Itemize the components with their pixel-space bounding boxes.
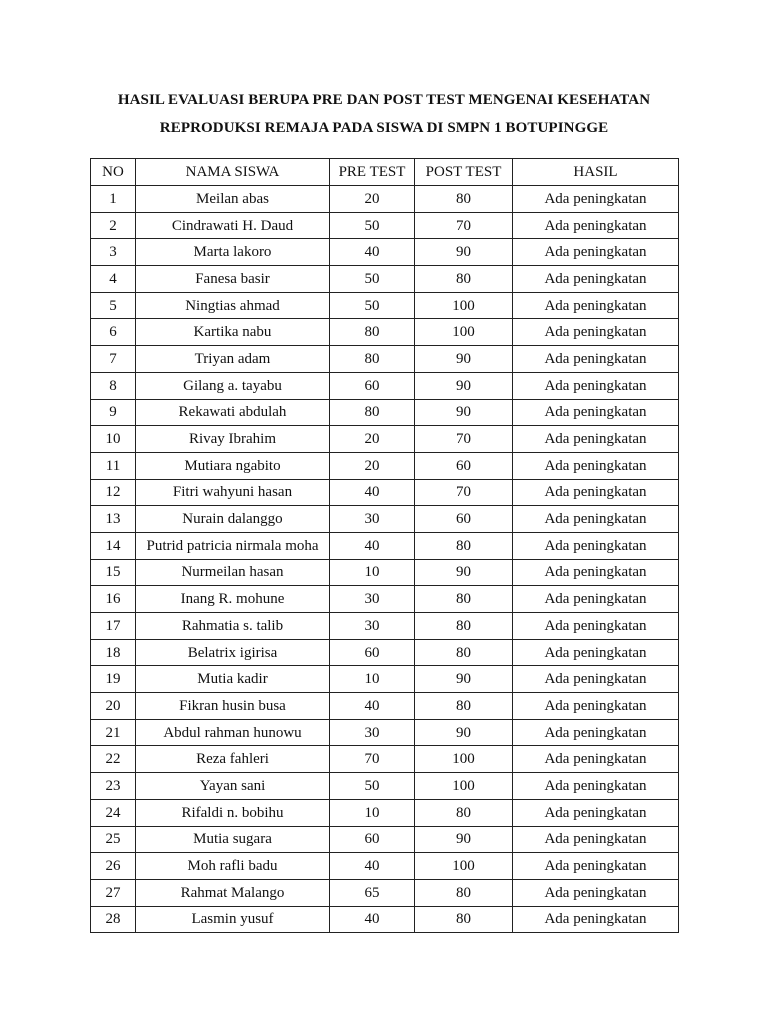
cell-post-test: 80 [415, 799, 513, 826]
cell-no: 21 [91, 719, 136, 746]
cell-hasil: Ada peningkatan [513, 239, 679, 266]
cell-no: 19 [91, 666, 136, 693]
cell-nama-siswa: Fitri wahyuni hasan [136, 479, 330, 506]
cell-post-test: 60 [415, 452, 513, 479]
cell-no: 2 [91, 212, 136, 239]
cell-hasil: Ada peningkatan [513, 773, 679, 800]
cell-pre-test: 80 [330, 399, 415, 426]
cell-post-test: 90 [415, 399, 513, 426]
cell-pre-test: 20 [330, 186, 415, 213]
cell-pre-test: 50 [330, 266, 415, 293]
cell-post-test: 80 [415, 639, 513, 666]
cell-nama-siswa: Gilang a. tayabu [136, 372, 330, 399]
cell-hasil: Ada peningkatan [513, 532, 679, 559]
table-row [91, 613, 679, 640]
cell-post-test: 80 [415, 586, 513, 613]
cell-no: 17 [91, 613, 136, 640]
header-post-test: POST TEST [415, 159, 513, 186]
table-header-row [91, 159, 679, 186]
cell-hasil: Ada peningkatan [513, 719, 679, 746]
cell-pre-test: 50 [330, 292, 415, 319]
cell-hasil: Ada peningkatan [513, 586, 679, 613]
cell-post-test: 100 [415, 773, 513, 800]
cell-hasil: Ada peningkatan [513, 212, 679, 239]
cell-hasil: Ada peningkatan [513, 479, 679, 506]
cell-no: 18 [91, 639, 136, 666]
cell-post-test: 70 [415, 426, 513, 453]
cell-nama-siswa: Fanesa basir [136, 266, 330, 293]
cell-nama-siswa: Rivay Ibrahim [136, 426, 330, 453]
cell-nama-siswa: Rahmatia s. talib [136, 613, 330, 640]
table-row [91, 372, 679, 399]
cell-pre-test: 40 [330, 853, 415, 880]
table-row [91, 292, 679, 319]
cell-hasil: Ada peningkatan [513, 879, 679, 906]
cell-no: 14 [91, 532, 136, 559]
cell-pre-test: 40 [330, 906, 415, 933]
cell-no: 24 [91, 799, 136, 826]
cell-nama-siswa: Triyan adam [136, 346, 330, 373]
cell-pre-test: 60 [330, 826, 415, 853]
cell-post-test: 80 [415, 693, 513, 720]
cell-pre-test: 60 [330, 639, 415, 666]
table-row [91, 826, 679, 853]
cell-pre-test: 70 [330, 746, 415, 773]
cell-no: 27 [91, 879, 136, 906]
cell-pre-test: 20 [330, 426, 415, 453]
cell-nama-siswa: Belatrix igirisa [136, 639, 330, 666]
cell-no: 26 [91, 853, 136, 880]
cell-no: 7 [91, 346, 136, 373]
cell-no: 22 [91, 746, 136, 773]
cell-pre-test: 65 [330, 879, 415, 906]
cell-nama-siswa: Inang R. mohune [136, 586, 330, 613]
table-row [91, 319, 679, 346]
cell-no: 25 [91, 826, 136, 853]
cell-nama-siswa: Reza fahleri [136, 746, 330, 773]
cell-hasil: Ada peningkatan [513, 346, 679, 373]
cell-nama-siswa: Moh rafli badu [136, 853, 330, 880]
cell-pre-test: 50 [330, 212, 415, 239]
cell-post-test: 70 [415, 479, 513, 506]
table-row [91, 399, 679, 426]
table-row [91, 666, 679, 693]
cell-no: 13 [91, 506, 136, 533]
cell-hasil: Ada peningkatan [513, 853, 679, 880]
table-row [91, 559, 679, 586]
cell-nama-siswa: Nurain dalanggo [136, 506, 330, 533]
table-row [91, 773, 679, 800]
cell-hasil: Ada peningkatan [513, 559, 679, 586]
cell-post-test: 80 [415, 906, 513, 933]
cell-hasil: Ada peningkatan [513, 639, 679, 666]
cell-post-test: 100 [415, 319, 513, 346]
cell-pre-test: 30 [330, 613, 415, 640]
cell-post-test: 80 [415, 186, 513, 213]
cell-hasil: Ada peningkatan [513, 799, 679, 826]
cell-no: 1 [91, 186, 136, 213]
document-title-line-2: REPRODUKSI REMAJA PADA SISWA DI SMPN 1 BOTUPINGGE [159, 120, 609, 136]
cell-no: 9 [91, 399, 136, 426]
cell-pre-test: 30 [330, 506, 415, 533]
cell-post-test: 90 [415, 346, 513, 373]
cell-no: 16 [91, 586, 136, 613]
cell-post-test: 60 [415, 506, 513, 533]
table-row [91, 746, 679, 773]
cell-hasil: Ada peningkatan [513, 826, 679, 853]
table-row [91, 532, 679, 559]
cell-nama-siswa: Mutiara ngabito [136, 452, 330, 479]
cell-nama-siswa: Lasmin yusuf [136, 906, 330, 933]
cell-nama-siswa: Fikran husin busa [136, 693, 330, 720]
table-row [91, 186, 679, 213]
cell-post-test: 100 [415, 853, 513, 880]
cell-pre-test: 50 [330, 773, 415, 800]
table-row [91, 853, 679, 880]
document-title-line-1: HASIL EVALUASI BERUPA PRE DAN POST TEST MENGENAI KESEHATAN [117, 92, 651, 108]
cell-post-test: 90 [415, 372, 513, 399]
table-row [91, 479, 679, 506]
table-row [91, 452, 679, 479]
cell-pre-test: 60 [330, 372, 415, 399]
cell-hasil: Ada peningkatan [513, 372, 679, 399]
header-no: NO [91, 159, 136, 186]
cell-pre-test: 80 [330, 319, 415, 346]
cell-nama-siswa: Marta lakoro [136, 239, 330, 266]
cell-no: 23 [91, 773, 136, 800]
cell-hasil: Ada peningkatan [513, 399, 679, 426]
header-hasil: HASIL [513, 159, 679, 186]
cell-post-test: 100 [415, 292, 513, 319]
cell-nama-siswa: Putrid patricia nirmala moha [136, 532, 330, 559]
cell-post-test: 90 [415, 559, 513, 586]
cell-nama-siswa: Meilan abas [136, 186, 330, 213]
table-row [91, 799, 679, 826]
results-table-body [91, 186, 679, 933]
cell-hasil: Ada peningkatan [513, 426, 679, 453]
cell-pre-test: 40 [330, 239, 415, 266]
cell-pre-test: 20 [330, 452, 415, 479]
table-row [91, 693, 679, 720]
cell-no: 5 [91, 292, 136, 319]
cell-pre-test: 40 [330, 479, 415, 506]
cell-hasil: Ada peningkatan [513, 693, 679, 720]
cell-hasil: Ada peningkatan [513, 613, 679, 640]
table-row [91, 719, 679, 746]
cell-post-test: 80 [415, 266, 513, 293]
table-row [91, 639, 679, 666]
cell-hasil: Ada peningkatan [513, 319, 679, 346]
cell-hasil: Ada peningkatan [513, 452, 679, 479]
cell-pre-test: 80 [330, 346, 415, 373]
cell-hasil: Ada peningkatan [513, 266, 679, 293]
cell-no: 12 [91, 479, 136, 506]
cell-no: 20 [91, 693, 136, 720]
table-row [91, 586, 679, 613]
cell-nama-siswa: Nurmeilan hasan [136, 559, 330, 586]
cell-no: 8 [91, 372, 136, 399]
cell-pre-test: 40 [330, 693, 415, 720]
cell-hasil: Ada peningkatan [513, 746, 679, 773]
header-pre-test: PRE TEST [330, 159, 415, 186]
cell-pre-test: 40 [330, 532, 415, 559]
cell-no: 10 [91, 426, 136, 453]
cell-hasil: Ada peningkatan [513, 506, 679, 533]
cell-post-test: 80 [415, 613, 513, 640]
table-row [91, 346, 679, 373]
table-row [91, 906, 679, 933]
cell-post-test: 80 [415, 532, 513, 559]
cell-post-test: 90 [415, 826, 513, 853]
cell-pre-test: 30 [330, 719, 415, 746]
cell-hasil: Ada peningkatan [513, 186, 679, 213]
cell-pre-test: 30 [330, 586, 415, 613]
cell-nama-siswa: Rekawati abdulah [136, 399, 330, 426]
table-row [91, 426, 679, 453]
cell-nama-siswa: Cindrawati H. Daud [136, 212, 330, 239]
cell-post-test: 90 [415, 719, 513, 746]
table-row [91, 879, 679, 906]
cell-pre-test: 10 [330, 799, 415, 826]
cell-pre-test: 10 [330, 666, 415, 693]
table-row [91, 239, 679, 266]
results-table [90, 158, 679, 933]
cell-post-test: 90 [415, 666, 513, 693]
cell-nama-siswa: Mutia kadir [136, 666, 330, 693]
cell-no: 6 [91, 319, 136, 346]
cell-hasil: Ada peningkatan [513, 666, 679, 693]
cell-nama-siswa: Yayan sani [136, 773, 330, 800]
cell-no: 28 [91, 906, 136, 933]
cell-hasil: Ada peningkatan [513, 292, 679, 319]
cell-no: 11 [91, 452, 136, 479]
table-row [91, 212, 679, 239]
cell-nama-siswa: Kartika nabu [136, 319, 330, 346]
cell-hasil: Ada peningkatan [513, 906, 679, 933]
header-nama-siswa: NAMA SISWA [136, 159, 330, 186]
cell-pre-test: 10 [330, 559, 415, 586]
cell-nama-siswa: Abdul rahman hunowu [136, 719, 330, 746]
cell-post-test: 90 [415, 239, 513, 266]
table-row [91, 266, 679, 293]
cell-nama-siswa: Ningtias ahmad [136, 292, 330, 319]
cell-nama-siswa: Mutia sugara [136, 826, 330, 853]
cell-nama-siswa: Rifaldi n. bobihu [136, 799, 330, 826]
cell-no: 4 [91, 266, 136, 293]
cell-no: 3 [91, 239, 136, 266]
cell-post-test: 70 [415, 212, 513, 239]
cell-no: 15 [91, 559, 136, 586]
table-row [91, 506, 679, 533]
cell-nama-siswa: Rahmat Malango [136, 879, 330, 906]
cell-post-test: 100 [415, 746, 513, 773]
cell-post-test: 80 [415, 879, 513, 906]
